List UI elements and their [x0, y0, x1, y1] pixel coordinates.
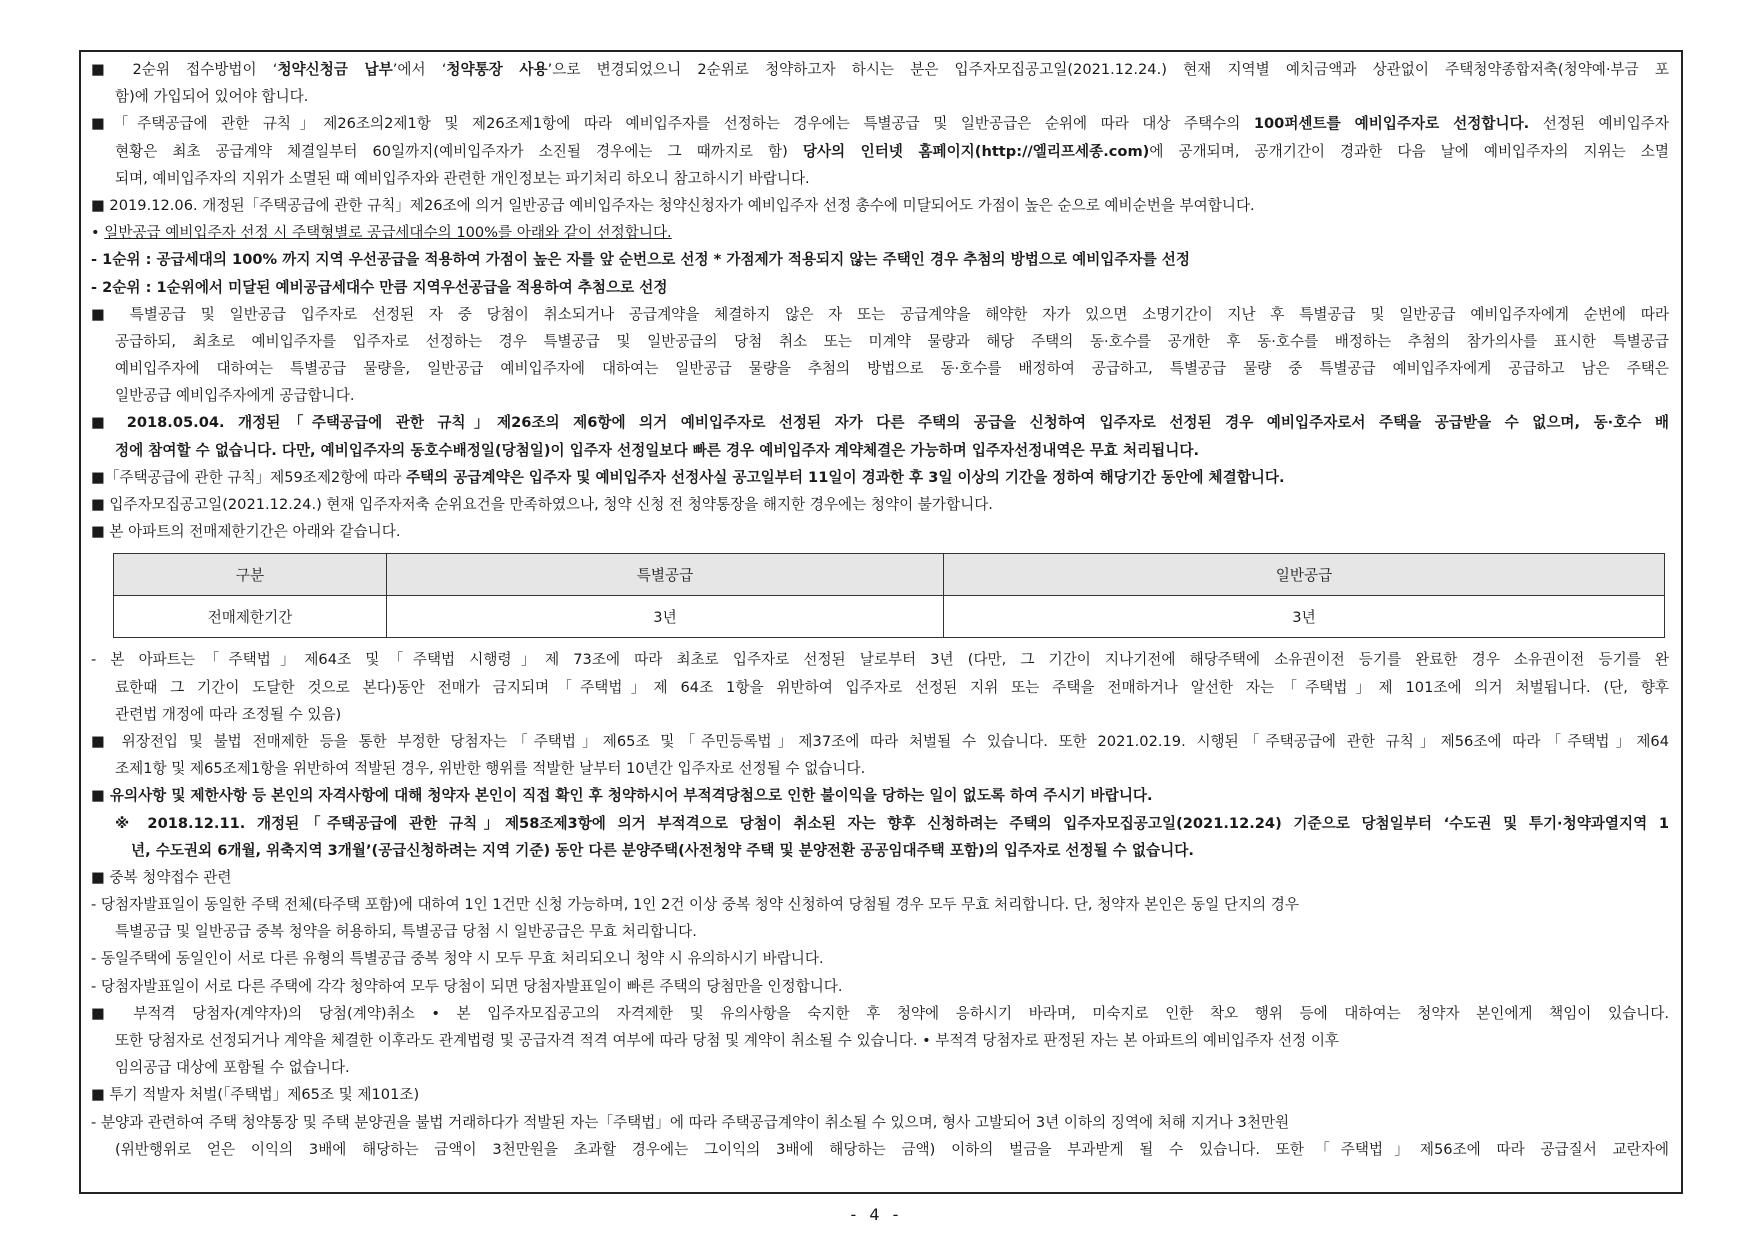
notice-line: [91, 1081, 1669, 1108]
notice-line: [91, 728, 1669, 755]
table-header-cell: 구분: [114, 554, 387, 596]
notice-text: 정에 참여할 수 없습니다. 다만, 예비입주자의 동호수배정일(당첨일)이 입주자 선정일보다 빠른 경우 예비입주자 계약체결은 가능하며 입주자선정내역은 무효 처리됩니다.: [115, 441, 1200, 459]
notice-line: [91, 274, 1669, 301]
notice-text: - 본 아파트는「주택법」제64조 및「주택법 시행령」제 73조에 따라 최초로 입주자로 선정된 날로부터 3년 (다만, 그 기간이 지나기전에 해당주택에 소유권이전 등기를 완료한 경우 소유권이전 등기를 완: [91, 651, 1669, 669]
notice-text: 일반공급 예비입주자에게 공급합니다.: [115, 387, 355, 405]
notice-line: [91, 1136, 1669, 1163]
notice-text: ’에서 ‘: [392, 61, 447, 78]
notice-text: 에 공개되며, 공개기간이 경과한 다음 날에 예비입주자의 지위는 소멸: [1149, 142, 1669, 160]
notice-text: 일반공급 예비입주자 선정 시 주택형별로 공급세대수의 100%를 아래와 같이 선정합니다.: [104, 224, 672, 242]
notice-line: [91, 1000, 1669, 1027]
notice-text: 함)에 가입되어 있어야 합니다.: [115, 88, 309, 106]
notice-text: ■「주택공급에 관한 규칙」제26조의2제1항 및 제26조제1항에 따라 예비입주자를 선정하는 경우에는 특별공급 및 일반공급은 순위에 따라 대상 주택수의: [91, 115, 1254, 133]
notice-line: [91, 810, 1669, 837]
notice-text: 청약통장 사용: [446, 61, 548, 78]
notice-line: [91, 491, 1669, 518]
notice-text: 특별공급 및 일반공급 중복 청약을 허용하되, 특별공급 당첨 시 일반공급은 무효 처리합니다.: [115, 923, 697, 941]
notice-text: 주택의 공급계약은 입주자 및 예비입주자 선정사실 공고일부터 11일이 경과한 후 3일 이상의 기간을 정하여 해당기간 동안에 체결합니다.: [405, 468, 1285, 486]
notice-text-block-bottom: [91, 646, 1669, 1163]
notice-line: [91, 755, 1669, 782]
notice-line: [91, 891, 1669, 918]
notice-text: ■ 투기 적발자 처벌(「주택법」제65조 및 제101조): [91, 1086, 420, 1104]
notice-text: ■ 본 아파트의 전매제한기간은 아래와 같습니다.: [91, 523, 401, 541]
notice-line: [91, 355, 1669, 382]
notice-line: [91, 83, 1669, 110]
notice-line: [91, 1054, 1669, 1081]
notice-line: [91, 56, 1669, 83]
notice-line: [91, 165, 1669, 192]
notice-line: [91, 646, 1669, 673]
notice-text: 되며, 예비입주자의 지위가 소멸된 때 예비입주자와 관련한 개인정보는 파기처리 하오니 참고하시기 바랍니다.: [115, 169, 810, 187]
notice-line: [91, 110, 1669, 137]
notice-text: 청약신청금 납부: [277, 61, 393, 78]
notice-line: [91, 837, 1669, 864]
notice-text: ■ 특별공급 및 일반공급 입주자로 선정된 자 중 당첨이 취소되거나 공급계약을 체결하지 않은 자 또는 공급계약을 해약한 자가 있으면 소명기간이 지난 후 특별공급 및 일반공급 예비입주자에게 순번에 따라: [91, 305, 1669, 323]
table-cell: 3년: [387, 596, 944, 638]
notice-text: 관련법 개정에 따라 조정될 수 있음): [115, 705, 342, 723]
notice-line: [91, 219, 1669, 246]
notice-text: - 분양과 관련하여 주택 청약통장 및 주택 분양권을 불법 거래하다가 적발된 자는「주택법」에 따라 주택공급계약이 취소될 수 있으며, 형사 고발되어 3년 이하의 징역에 처해 지거나 3천만원: [91, 1113, 1290, 1131]
notice-text: ※ 2018.12.11. 개정된「주택공급에 관한 규칙」제58조제3항에 의거 부적격으로 당첨이 취소된 자는 향후 신청하려는 주택의 입주자모집공고일(2021.12.24) 기준으로 당첨일부터 ‘수도권 및 투기·청약과열지역 1: [115, 814, 1669, 832]
notice-text: - 2순위 : 1순위에서 미달된 예비공급세대수 만큼 지역우선공급을 적용하여 추첨으로 선정: [91, 278, 668, 296]
notice-text: - 동일주택에 동일인이 서로 다른 유형의 특별공급 중복 청약 시 모두 무효 처리되오니 청약 시 유의하시기 바랍니다.: [91, 950, 824, 968]
notice-text: ■ 부적격 당첨자(계약자)의 당첨(계약)취소 • 본 입주자모집공고의 자격제한 및 유의사항을 숙지한 후 청약에 응하시기 바라며, 미숙지로 인한 착오 행위 등에 대하여는 청약자 본인에게 책임이 있습니다.: [91, 1004, 1669, 1022]
notice-text-block-top: [91, 56, 1669, 545]
notice-line: [91, 1027, 1669, 1054]
notice-text: 당사의 인터넷 홈페이지(http://엘리프세종.com): [802, 142, 1150, 160]
notice-text: 예비입주자에 대하여는 특별공급 물량을, 일반공급 예비입주자에 대하여는 일반공급 물량을 추첨의 방법으로 동·호수를 배정하여 공급하고, 특별공급 물량 중 특별공급 예비입주자에게 공급하고 남은 주택은: [115, 360, 1669, 378]
notice-text: ’으로 변경되었으니 2순위로 청약하고자 하시는 분은 입주자모집공고일(2021.12.24.) 현재 지역별 예치금액과 상관없이 주택청약종합저축(청약예·부금 포: [547, 61, 1669, 78]
notice-line: [91, 864, 1669, 891]
notice-text: 공급하되, 최초로 예비입주자를 입주자로 선정하는 경우 특별공급 및 일반공급의 당첨 취소 또는 미계약 물량과 해당 주택의 동·호수를 공개한 후 동·호수를 배정하는 추첨의 참가의사를 표시한 특별공급: [115, 332, 1669, 350]
notice-line: [91, 246, 1669, 273]
notice-line: [91, 382, 1669, 409]
notice-line: [91, 701, 1669, 728]
notice-line: [91, 192, 1669, 219]
resale-restriction-table: [113, 553, 1665, 638]
notice-line: [91, 464, 1669, 491]
notice-line: [91, 674, 1669, 701]
page-number: - 4 -: [850, 1205, 903, 1224]
notice-text: 조제1항 및 제65조제1항을 위반하여 적발된 경우, 위반한 행위를 적발한 날부터 10년간 입주자로 선정될 수 없습니다.: [115, 760, 866, 778]
notice-text: 선정된 예비입주자: [1529, 115, 1669, 133]
notice-line: [91, 782, 1669, 809]
notice-line: [91, 328, 1669, 355]
notice-text: - 당첨자발표일이 동일한 주택 전체(타주택 포함)에 대하여 1인 1건만 신청 가능하며, 1인 2건 이상 중복 청약 신청하여 당첨될 경우 모두 무효 처리합니다. 단, 청약자 본인은 동일 단지의 경우: [91, 896, 1299, 914]
notice-line: [91, 1109, 1669, 1136]
notice-line: [91, 138, 1669, 165]
notice-text: ■ 중복 청약접수 관련: [91, 868, 232, 886]
notice-line: [91, 518, 1669, 545]
table-cell: 전매제한기간: [114, 596, 387, 638]
table-header-cell: 특별공급: [387, 554, 944, 596]
notice-text: - 1순위 : 공급세대의 100% 까지 지역 우선공급을 적용하여 가점이 높은 자를 앞 순번으로 선정 * 가점제가 적용되지 않는 주택인 경우 추첨의 방법으로 예비입주자를 선정: [91, 251, 1190, 269]
notice-text: 또한 당첨자로 선정되거나 계약을 체결한 이후라도 관계법령 및 공급자격 적격 여부에 따라 당첨 및 계약이 취소될 수 있습니다. • 부적격 당첨자로 판정된 자는 본 아파트의 예비입주자 선정 이후: [115, 1032, 1340, 1049]
notice-frame: [79, 50, 1683, 1194]
notice-line: [91, 973, 1669, 1000]
notice-text: ■ 2순위 접수방법이 ‘: [91, 61, 278, 78]
notice-text: ■ 유의사항 및 제한사항 등 본인의 자격사항에 대해 청약자 본인이 직접 확인 후 청약하시어 부적격당첨으로 인한 불이익을 당하는 일이 없도록 하여 주시기 바랍니다.: [91, 787, 1153, 805]
notice-text: ■ 위장전입 및 불법 전매제한 등을 통한 부정한 당첨자는「주택법」제65조 및「주민등록법」제37조에 따라 처벌될 수 있습니다. 또한 2021.02.19. 시행된「주택공급에 관한 규칙」제56조에 따라「주택법」제64: [91, 732, 1669, 750]
table-row: [114, 596, 1665, 638]
notice-text: 임의공급 대상에 포함될 수 없습니다.: [115, 1059, 350, 1077]
notice-line: [91, 409, 1669, 436]
notice-line: [91, 301, 1669, 328]
notice-text: ■ 입주자모집공고일(2021.12.24.) 현재 입주자저축 순위요건을 만족하였으나, 청약 신청 전 청약통장을 해지한 경우에는 청약이 불가합니다.: [91, 496, 993, 513]
notice-text: ■「주택공급에 관한 규칙」제59조제2항에 따라: [91, 468, 406, 486]
notice-text: 료한때 그 기간이 도달한 것으로 본다)동안 전매가 금지되며「주택법」제 64조 1항을 위반하여 입주자로 선정된 지위 또는 주택을 전매하거나 알선한 자는「주택법」제 101조에 의거 처벌됩니다. (단, 향후: [115, 678, 1669, 696]
notice-text: (위반행위로 얻은 이익의 3배에 해당하는 금액이 3천만원을 초과할 경우에는 그이익의 3배에 해당하는 금액) 이하의 벌금을 부과받게 될 수 있습니다. 또한「주택법」제56조에 따라 공급질서 교란자에: [115, 1140, 1669, 1158]
table-header-row: [114, 554, 1665, 596]
notice-text: 년, 수도권외 6개월, 위축지역 3개월’(공급신청하려는 지역 기준) 동안 다른 분양주택(사전청약 주택 및 분양전환 공공임대주택 포함)의 입주자로 선정될 수 없습니다.: [131, 841, 1194, 859]
notice-text: •: [91, 224, 105, 242]
notice-line: [91, 437, 1669, 464]
table-cell: 3년: [944, 596, 1665, 638]
table-header-cell: 일반공급: [944, 554, 1665, 596]
notice-text: 현황은 최초 공급계약 체결일부터 60일까지(예비입주자가 소진될 경우에는 그 때까지로 함): [115, 142, 803, 160]
notice-line: [91, 918, 1669, 945]
notice-text: ■ 2018.05.04. 개정된「주택공급에 관한 규칙」제26조의 제6항에 의거 예비입주자로 선정된 자가 다른 주택의 공급을 신청하여 입주자로 선정된 경우 예비입주자로서 주택을 공급받을 수 없으며, 동·호수 배: [91, 414, 1669, 432]
notice-text: 100퍼센트를 예비입주자로 선정합니다.: [1253, 115, 1530, 133]
notice-text: - 당첨자발표일이 서로 다른 주택에 각각 청약하여 모두 당첨이 되면 당첨자발표일이 빠른 주택의 당첨만을 인정합니다.: [91, 977, 843, 995]
notice-text: ■ 2019.12.06. 개정된「주택공급에 관한 규칙」제26조에 의거 일반공급 예비입주자는 청약신청자가 예비입주자 선정 총수에 미달되어도 가점이 높은 순으로 예비순번을 부여합니다.: [91, 196, 1255, 214]
notice-line: [91, 945, 1669, 972]
